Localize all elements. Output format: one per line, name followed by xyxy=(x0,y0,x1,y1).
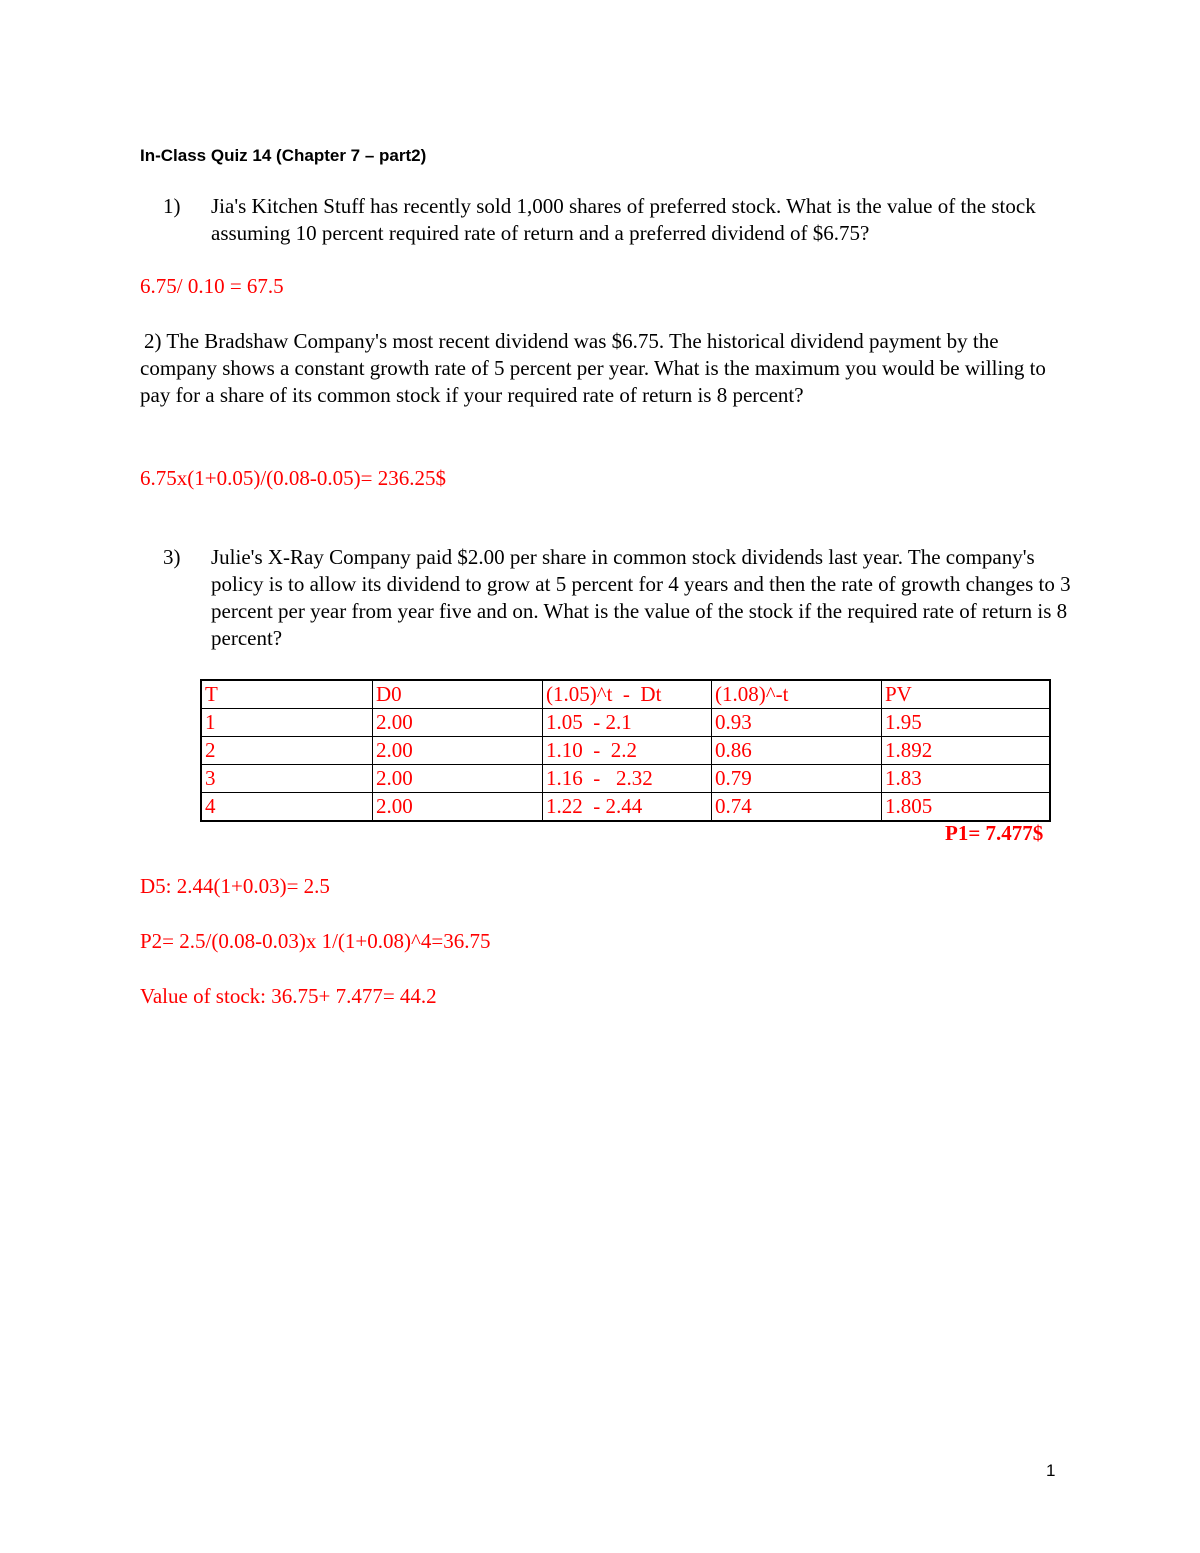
table-cell: 2.00 xyxy=(373,793,543,822)
table-row xyxy=(201,765,1050,793)
answer-1: 6.75/ 0.10 = 67.5 xyxy=(140,274,284,298)
table-cell: 1.22 - 2.44 xyxy=(543,793,712,822)
question-2-text: 2) The Bradshaw Company's most recent dividend was $6.75. The historical dividend payment by the company shows a constant growth rate of 5 percent per year. What is the maximum you would be willing to pay for a share of its common stock if your required rate of return is 8 percent? xyxy=(140,329,1046,407)
table-cell: 1.05 - 2.1 xyxy=(543,709,712,737)
table-row xyxy=(201,793,1050,822)
table-cell: 2 xyxy=(201,737,373,765)
table-cell: 1.83 xyxy=(882,765,1051,793)
table-cell: 0.86 xyxy=(712,737,882,765)
table-header-row xyxy=(201,680,1050,709)
table-cell: 1.16 - 2.32 xyxy=(543,765,712,793)
p1-result: P1= 7.477$ xyxy=(945,821,1044,845)
question-3 xyxy=(163,544,1071,652)
question-3-number: 3) xyxy=(163,545,181,569)
table-cell: 1.10 - 2.2 xyxy=(543,737,712,765)
table-header-cell: T xyxy=(201,680,373,709)
question-1-number: 1) xyxy=(163,194,181,218)
table-cell: 2.00 xyxy=(373,737,543,765)
table-cell: 1.805 xyxy=(882,793,1051,822)
question-1-text: Jia's Kitchen Stuff has recently sold 1,000 shares of preferred stock. What is the value of the stock assuming 10 percent required rate of return and a preferred dividend of $6.75? xyxy=(211,194,1036,245)
table-cell: 4 xyxy=(201,793,373,822)
dividend-table xyxy=(200,679,1051,822)
table-header-cell: D0 xyxy=(373,680,543,709)
table-header-cell: (1.08)^-t xyxy=(712,680,882,709)
question-1 xyxy=(163,193,1071,247)
table-cell: 2.00 xyxy=(373,709,543,737)
table-cell: 2.00 xyxy=(373,765,543,793)
table-header-cell: (1.05)^t - Dt xyxy=(543,680,712,709)
question-2 xyxy=(140,328,1060,409)
d5-calculation: D5: 2.44(1+0.03)= 2.5 xyxy=(140,874,330,898)
answer-2: 6.75x(1+0.05)/(0.08-0.05)= 236.25$ xyxy=(140,466,446,490)
page-number: 1 xyxy=(1046,1461,1056,1480)
table-cell: 0.74 xyxy=(712,793,882,822)
p2-calculation: P2= 2.5/(0.08-0.03)x 1/(1+0.08)^4=36.75 xyxy=(140,929,491,953)
quiz-title: In-Class Quiz 14 (Chapter 7 – part2) xyxy=(140,146,427,165)
question-3-text: Julie's X-Ray Company paid $2.00 per share in common stock dividends last year. The company's policy is to allow its dividend to grow at 5 percent for 4 years and then the rate of growth changes to 3 percent per year from year five and on. What is the value of the stock if the required rate of return is 8 percent? xyxy=(211,545,1071,650)
table-row xyxy=(201,737,1050,765)
table-row xyxy=(201,709,1050,737)
stock-value-result: Value of stock: 36.75+ 7.477= 44.2 xyxy=(140,984,437,1008)
table-cell: 1 xyxy=(201,709,373,737)
table-header-cell: PV xyxy=(882,680,1051,709)
table-cell: 1.892 xyxy=(882,737,1051,765)
table-cell: 3 xyxy=(201,765,373,793)
table-cell: 1.95 xyxy=(882,709,1051,737)
table-cell: 0.79 xyxy=(712,765,882,793)
table-cell: 0.93 xyxy=(712,709,882,737)
